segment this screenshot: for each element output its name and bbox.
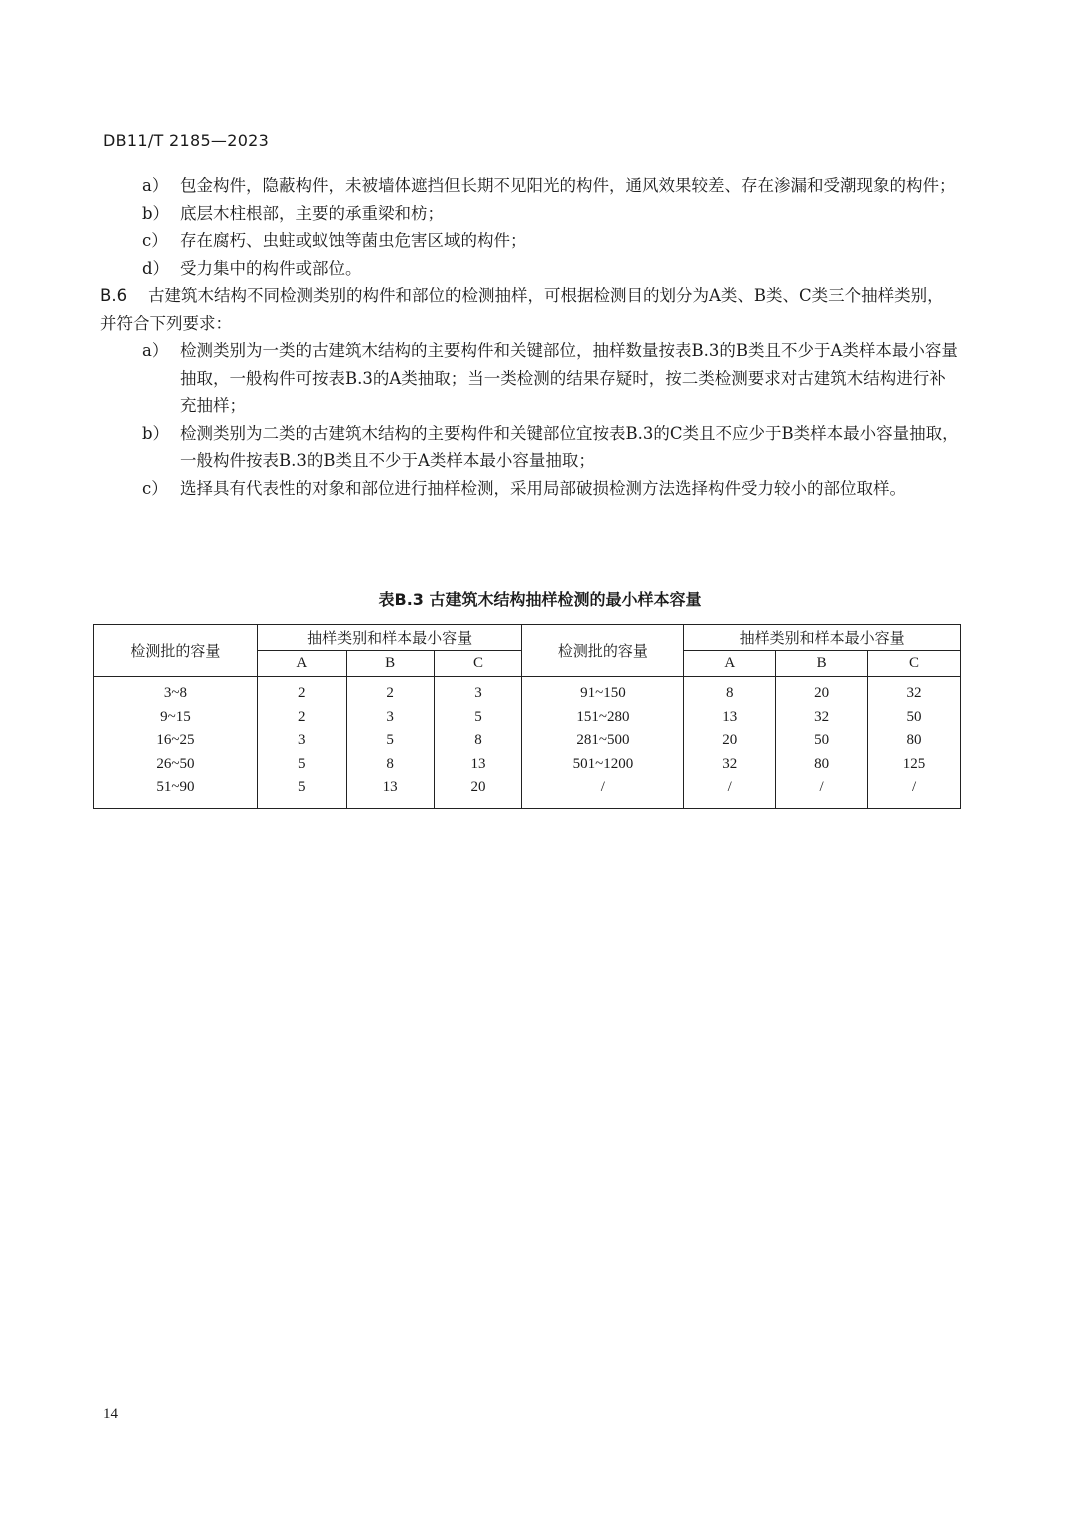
list-label: b） [142, 423, 170, 443]
table-cell: 125 [902, 755, 926, 772]
table-cell: 5 [298, 779, 306, 796]
list-item [100, 172, 960, 200]
header-group-left: 抽样类别和样本最小容量 [257, 625, 522, 651]
table-cell: 3 [386, 708, 394, 725]
table-cell: 20 [722, 732, 738, 749]
sample-size-table [93, 624, 961, 809]
list-label: c） [142, 231, 168, 250]
body-text [100, 172, 960, 502]
table-cell: / [600, 779, 605, 796]
table-cell: 13 [722, 708, 738, 725]
table-cell: 2 [298, 685, 306, 701]
table-cell: 32 [814, 708, 830, 725]
header-a-left: A [257, 651, 346, 677]
header-batch-right: 检测批的容量 [522, 625, 684, 677]
batch-left-cell [94, 677, 258, 809]
table-cell: 91~150 [580, 685, 626, 701]
table-cell: 50 [814, 732, 830, 749]
list-item [100, 420, 960, 475]
table-cell: 8 [474, 732, 482, 749]
table-cell: 3~8 [163, 685, 187, 701]
table-cell: 13 [470, 755, 486, 772]
list-text: 包金构件，隐蔽构件，未被墙体遮挡但长期不见阳光的构件，通风效果较差、存在渗漏和受潮现象的构件； [180, 176, 956, 195]
table-body-row [94, 677, 961, 809]
table-cell: 3 [474, 685, 482, 701]
list-text: 受力集中的构件或部位。 [180, 258, 362, 278]
table-cell: 9~15 [160, 708, 191, 725]
table-cell: 32 [906, 685, 922, 701]
table-cell: 281~500 [576, 732, 630, 749]
list-item [100, 200, 960, 228]
a-right-cell [684, 677, 776, 809]
batch-right-cell [522, 677, 684, 809]
table-cell: 51~90 [156, 779, 195, 796]
table-cell: 8 [386, 755, 394, 772]
table-cell: 2 [298, 708, 306, 725]
list-label: a） [142, 176, 169, 195]
a-left-cell [257, 677, 346, 809]
list-label: d） [142, 258, 170, 278]
list-label: c） [142, 478, 168, 498]
table-cell: 20 [470, 779, 486, 796]
header-b-left: B [346, 651, 434, 677]
section-number: B.6 [100, 286, 128, 305]
list-text: 检测类别为一类的古建筑木结构的主要构件和关键部位，抽样数量按表B.3的B类且不少于A类样本最小容量抽取，一般构件可按表B.3的A类抽取；当一类检测的结果存疑时，按二类检测要求对古建筑木结构进行补充抽样； [180, 341, 958, 415]
table-cell: 151~280 [576, 708, 630, 725]
table-cell: / [819, 779, 824, 796]
list-item [100, 337, 960, 420]
table-cell: 26~50 [156, 755, 195, 772]
list-text: 检测类别为二类的古建筑木结构的主要构件和关键部位宜按表B.3的C类且不应少于B类样本最小容量抽取，一般构件按表B.3的B类且不少于A类样本最小容量抽取； [180, 423, 959, 470]
list-text: 底层木柱根部，主要的承重梁和枋； [180, 203, 444, 223]
table-cell: 80 [814, 755, 830, 772]
list-item [100, 227, 960, 255]
header-c-right: C [868, 651, 961, 677]
header-a-right: A [684, 651, 776, 677]
table-cell: 5 [298, 755, 306, 772]
list-text: 选择具有代表性的对象和部位进行抽样检测，采用局部破损检测方法选择构件受力较小的部位取样。 [180, 478, 906, 498]
table-cell: 8 [726, 685, 734, 701]
b-right-cell [776, 677, 868, 809]
list-item [100, 475, 960, 503]
header-group-right: 抽样类别和样本最小容量 [684, 625, 961, 651]
section-text: 古建筑木结构不同检测类别的构件和部位的检测抽样，可根据检测目的划分为A类、B类、C类三个抽样类别，并符合下列要求： [100, 286, 944, 333]
table-cell: 5 [386, 732, 394, 749]
c-right-cell [868, 677, 961, 809]
table-cell: / [727, 779, 732, 796]
table-cell: / [911, 779, 917, 796]
list-item [100, 255, 960, 283]
table-cell: 80 [906, 732, 922, 749]
header-batch-left: 检测批的容量 [94, 625, 258, 677]
list-label: a） [142, 341, 169, 360]
list-text: 存在腐朽、虫蛀或蚁蚀等菌虫危害区域的构件； [180, 231, 527, 250]
table-cell: 2 [386, 685, 394, 701]
table-cell: 50 [906, 708, 922, 725]
table-cell: 32 [722, 755, 738, 772]
table-cell: 501~1200 [572, 755, 634, 772]
header-b-right: B [776, 651, 868, 677]
list-label: b） [142, 203, 170, 223]
table-cell: 3 [298, 732, 306, 749]
page-number: 14 [103, 1406, 118, 1422]
b-left-cell [346, 677, 434, 809]
c-left-cell [434, 677, 522, 809]
table-cell: 13 [382, 779, 398, 796]
header-c-left: C [434, 651, 522, 677]
table-cell: 5 [474, 708, 482, 725]
table-cell: 16~25 [156, 732, 195, 749]
section-b6 [100, 282, 960, 337]
table-caption: 表B.3 古建筑木结构抽样检测的最小样本容量 [378, 590, 702, 609]
document-code: DB11/T 2185—2023 [103, 131, 270, 150]
table-cell: 20 [814, 685, 830, 701]
